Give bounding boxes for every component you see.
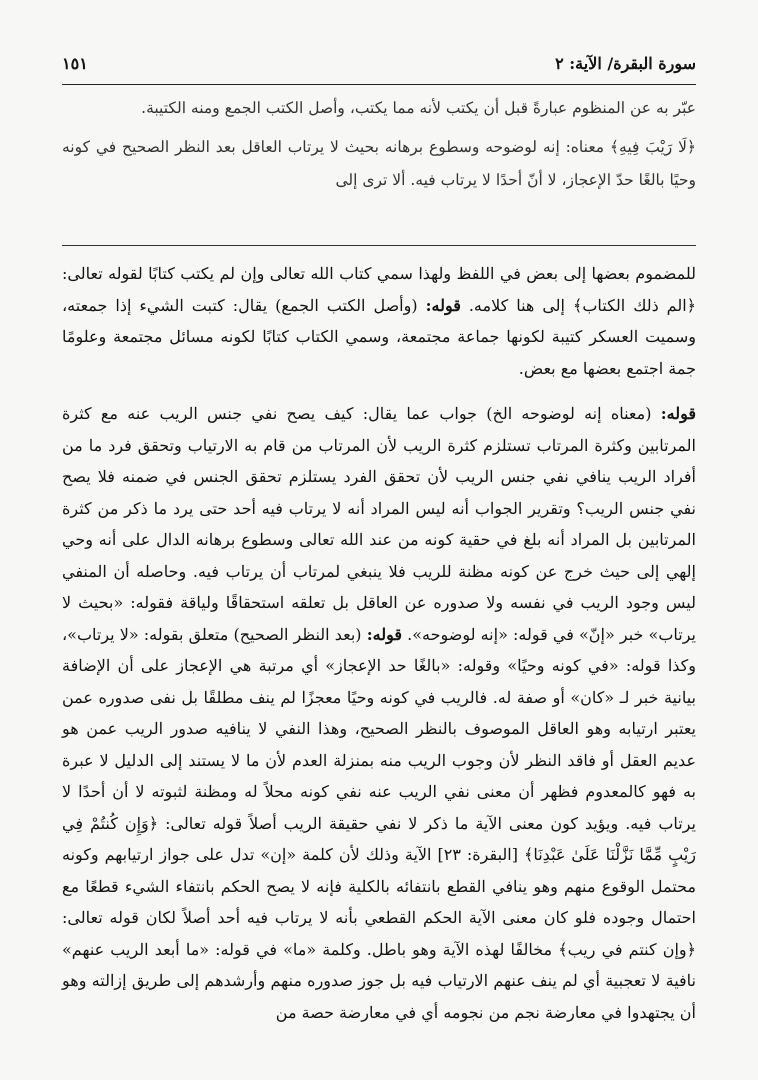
gloss-paragraph-1 <box>62 258 696 384</box>
marginal-gloss-text <box>62 258 696 1028</box>
matn-paragraph-2: ﴿لَا رَيْبَ فِيهِ﴾ معناه: إنه لوضوحه وسطوع برهانه بحيث لا يرتاب العاقل بعد النظر الصحيح في كونه وحيًا بالغًا حدّ الإعجاز، لا أنّ أحدًا لا يرتاب فيه. ألا ترى إلى <box>62 138 696 189</box>
gloss-text: للمضموم بعضها إلى بعض في اللفظ ولهذا سمي كتاب الله تعالى وإن لم يكتب كتابًا لقوله تعالى: ﴿الم ذلك الكتاب﴾ إلى هنا كلامه. <box>62 264 697 315</box>
gloss-keyword: قوله: <box>660 404 697 423</box>
gloss-text: (وأصل الكتب الجمع) يقال: كتبت الشيء إذا جمعته، وسميت العسكر كتيبة لكونها جماعة مجتمعة، وسمي الكتاب كتابًا لكونه مسائل مجتمعة وعلومًا جمة اجتمع بعضها مع بعض. <box>62 295 696 378</box>
page-header <box>62 44 696 85</box>
gloss-text: (بعد النظر الصحيح) متعلق بقوله: «لا يرتاب»، وكذا قوله: «في كونه وحيًا» وقوله: «بالغًا حد الإعجاز» أي مرتبة هي الإعجاز على أن الإضافة بيانية خبر لـ «كان» أو صفة له. فالريب في كونه وحيًا معجزًا لم ينف مطلقًا بل نفى صدوره عمن يعتبر ارتيابه وهو العاقل الموصوف بالنظر الصحيح، وهذا النفي لا ينافيه صدور الريب عمن هو عديم العقل أو فاقد النظر لأن وجوب الريب منه بمنزلة العدم لأن ما لا يستند إلى الدليل لا عبرة به فهو كالمعدوم فظهر أن معنى نفي الريب عنه نفي كونه محلاً له ومظنة لثبوته لا أن أحدًا لا يرتاب فيه. ويؤيد كون معنى الآية ما ذكر لا نفي حقيقة الريب أصلاً قوله تعالى: ﴿وَإِن كُنتُمْ فِي رَيْبٍ مِّمَّا نَزَّلْنَا عَلَىٰ عَبْدِنَا﴾ [البقرة: ٢٣] الآية وذلك لأن كلمة «إن» تدل على جواز ارتيابهم وكونه محتمل الوقوع منهم وهو ينافي القطع بانتفائه بالكلية فإنه لا يصح الحكم بانتفاء الشيء قطعًا مع احتمال وجوده فلو كان معنى الآية الحكم القطعي بأنه لا يرتاب فيه أحد أصلاً لكان قوله تعالى: ﴿وإن كنتم في ريب﴾ مخالفًا لهذه الآية وهو باطل. وكلمة «ما» في قوله: «ما أبعد الريب عنهم» نافية لا تعجبية أي لم ينف عنهم الارتياب فيه بل جوز صدوره منهم وأرشدهم إلى طريق إزالته وهو أن يجتهدوا في معارضة نجم من نجومه أي في معارضة حصة من <box>62 624 697 1022</box>
book-page <box>62 0 696 1080</box>
main-commentary-text <box>62 92 696 197</box>
matn-paragraph-1: عبّر به عن المنظوم عبارةً قبل أن يكتب لأنه مما يكتب، وأصل الكتب الجمع ومنه الكتيبة. <box>141 99 696 117</box>
page-number: ١٥١ <box>62 54 88 73</box>
gloss-keyword: قوله: <box>366 624 402 644</box>
gloss-paragraph-2 <box>62 398 696 1028</box>
surah-verse-title: سورة البقرة/ الآية: ٢ <box>555 54 696 73</box>
footnote-divider <box>62 245 696 246</box>
gloss-text: (معناه إنه لوضوحه الخ) جواب عما يقال: كيف يصح نفي جنس الريب عنه مع كثرة المرتابين وكثرة المرتاب تستلزم كثرة الريب لأن المرتاب من قام به الارتياب وتحقق فرد ما من أفراد الريب ينافي نفي جنس الريب لأن تحقق الفرد يستلزم تحقق الجنس في ضمنه فلا يصح نفي جنس الريب؟ وتقرير الجواب أنه ليس المراد أنه لا يرتاب فيه أحد حتى يرد ما ذكر من كثرة المرتابين بل المراد أنه بلغ في حقية كونه من عند الله تعالى وسطوع برهانه الدال على أنه وحي إلهي إلى حيث خرج عن كونه مظنة للريب فلا ينبغي لمرتاب أن يرتاب فيه. وحاصله أن المنفي ليس وجود الريب في نفسه ولا صدوره عن العاقل بل تعلقه استحقاقًا ولياقة فقوله: «بحيث لا يرتاب» خبر «إنّ» في قوله: «إنه لوضوحه». <box>62 404 697 644</box>
gloss-keyword: قوله: <box>425 295 461 315</box>
